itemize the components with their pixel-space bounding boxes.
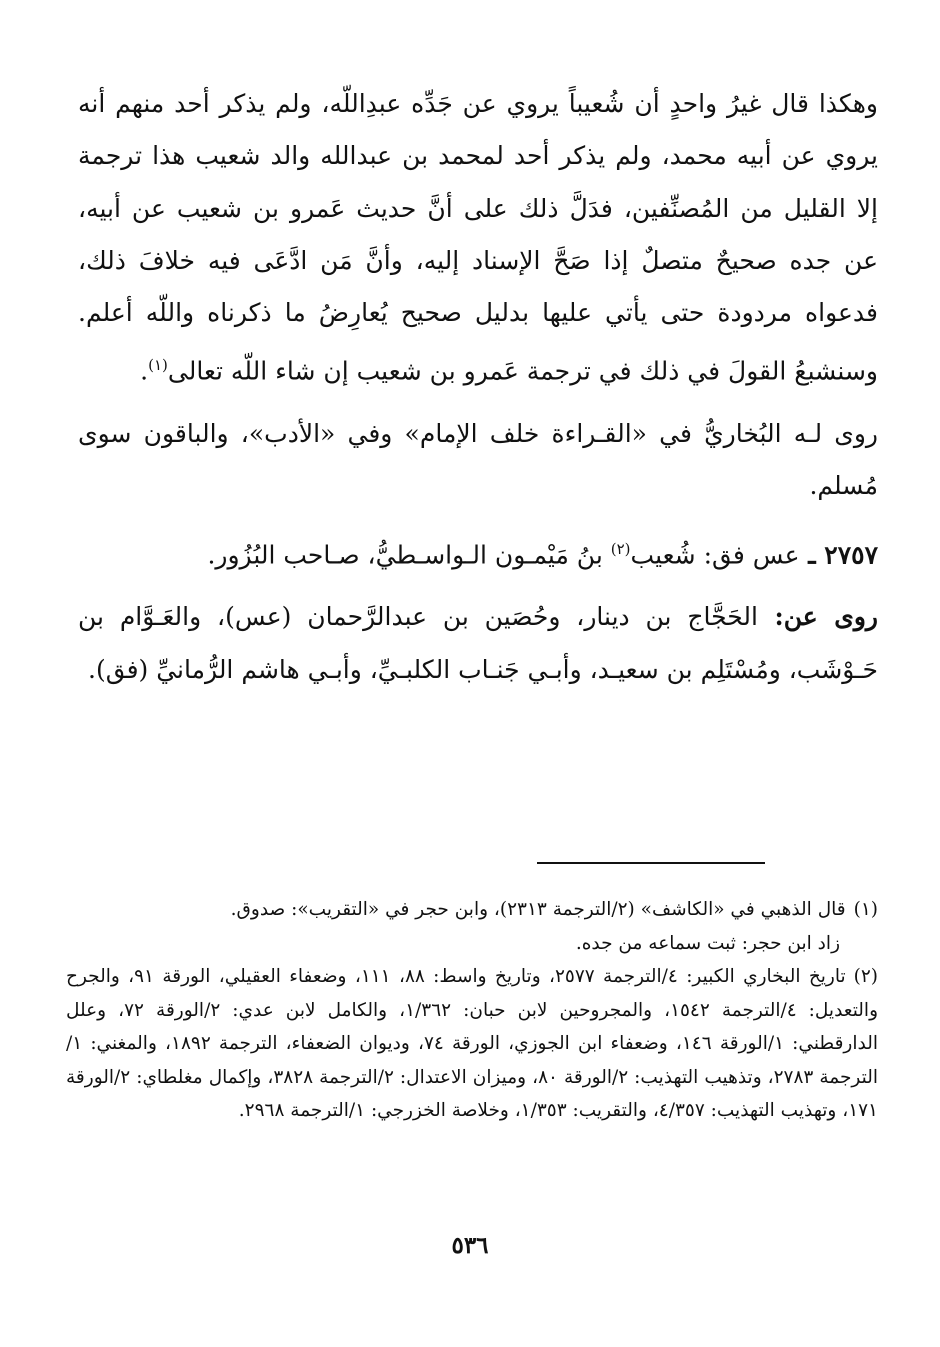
footnote-divider (537, 862, 765, 864)
footnote-1-text: قال الذهبي في «الكاشف» (٢/الترجمة ٢٣١٣)، وابن حجر في «التقريب»: صدوق. (230, 899, 846, 920)
entry-number: ٢٧٥٧ (824, 540, 878, 570)
footnote-1 (66, 893, 878, 927)
paragraph-1 (78, 78, 878, 398)
footnote-2 (66, 960, 878, 1128)
entry-heading (78, 523, 878, 582)
footnote-1-number: (١) (853, 899, 878, 920)
footnote-2-number: (٢) (853, 966, 879, 987)
paragraph-2: روى لـه البُخاريُّ في «القـراءة خلف الإمام» وفي «الأدب»، والباقون سوى مُسلم. (78, 419, 878, 501)
entry-rest: بنُ مَيْمـون الـواسـطيُّ، صـاحب البُزُور. (207, 540, 611, 570)
paragraph-1-end: . (140, 356, 149, 386)
narrated-from-text: الحَجَّاج بن دينار، وحُصَين بن عبدالرَّحمان (عس)، والعَـوَّام بن حَـوْشَب، ومُسْتَلِم بن سعيـد، وأبـي جَنـاب الكلبـيِّ، وأبـي هاشم الرُّمانيِّ (فق). (78, 602, 878, 684)
page-number: ٥٣٦ (451, 1232, 489, 1259)
footnote-1-continuation: زاد ابن حجر: ثبت سماعه من جده. (575, 932, 840, 954)
footnote-ref-2: (٢) (610, 539, 631, 558)
footnotes (66, 893, 878, 1128)
paragraph-1-text: وهكذا قال غيرُ واحدٍ أن شُعيباً يروي عن جَدِّه عبدِاللّه، ولم يذكر أحد منهم أنه يروي عن أبيه محمد، ولم يذكر أحد لمحمد بن عبدالله والد شعيب هذا ترجمة إلا القليل من المُصنِّفين، فدَلَّ ذلك على أنَّ حديث عَمرو بن شعيب عن أبيه، عن جده صحيحٌ متصلٌ إذا صَحَّ الإسناد إليه، وأنَّ مَن ادَّعَى فيه خلافَ ذلك، فدعواه مردودة حتى يأتي عليها بدليل صحيح يُعارِضُ ما ذكرناه واللّه أعلم. وسنشبعُ القولَ في ذلك في ترجمة عَمرو بن شعيب إن شاء اللّه تعالى (78, 89, 878, 386)
entry-codes: عس فق: (695, 540, 800, 570)
narrated-from-label: روى عن: (757, 602, 879, 632)
main-text (78, 78, 878, 696)
footnote-ref-1: (١) (148, 356, 168, 375)
entry-name: شُعيب (630, 540, 696, 570)
narrated-from (78, 591, 878, 696)
entry-dash: ـ (799, 540, 825, 570)
footnote-2-text: تاريخ البخاري الكبير: ٤/الترجمة ٢٥٧٧، وتاريخ واسط: ٨٨، ١١١، وضعفاء العقيلي، الورقة ٩١، والجرح والتعديل: ٤/الترجمة ١٥٤٢، والمجروحين لابن حبان: ١/٣٦٢، والكامل لابن عدي: ٢/الورقة ٧٢، وعلل الدارقطني: ١/الورقة ١٤٦، وضعفاء ابن الجوزي، الورقة ٧٤، وديوان الضعفاء، الترجمة ١٨٩٢، والمغني: ١/الترجمة ٢٧٨٣، وتذهيب التهذيب: ٢/الورقة ٨٠، وميزان الاعتدال: ٢/الترجمة ٣٨٢٨، وإكمال مغلطاي: ٢/الورقة ١٧١، وتهذيب التهذيب: ٤/٣٥٧، والتقريب: ١/٣٥٣، وخلاصة الخزرجي: ١/الترجمة ٢٩٦٨. (66, 966, 878, 1121)
